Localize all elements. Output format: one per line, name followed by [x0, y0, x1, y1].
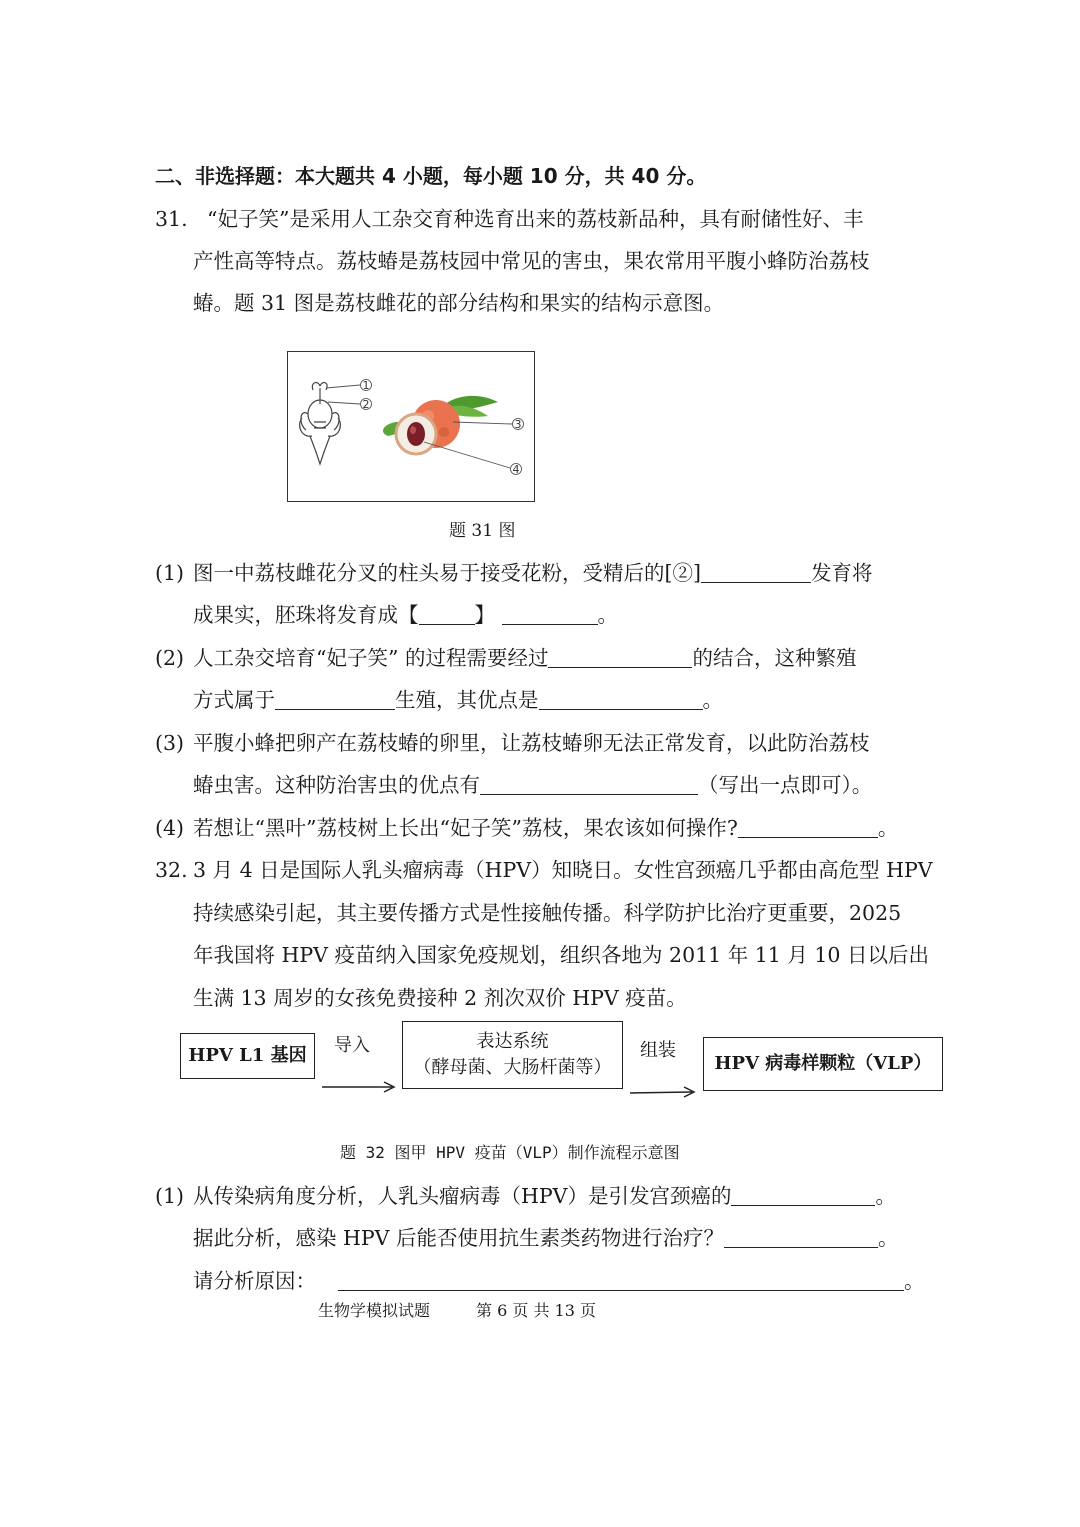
q31-sub1-text-e: 。: [597, 603, 619, 627]
q31-sub3-number: (3): [155, 731, 185, 755]
flow-box-expression-system-examples: （酵母菌、大肠杆菌等）: [413, 1057, 612, 1078]
q32-sub1-text-b: 。: [875, 1184, 896, 1208]
q31-sub2-text-b: 的结合，这种繁殖: [692, 646, 857, 670]
q31-sub1-line: [193, 561, 873, 585]
answer-blank-4[interactable]: [548, 647, 692, 668]
q32-number: 32.: [155, 858, 188, 882]
q32-stem-line-3: 年我国将 HPV 疫苗纳入国家免疫规划，组织各地为 2011 年 11 月 10 日以后出: [193, 943, 929, 967]
q31-sub1-text-d: 】: [474, 603, 495, 627]
flow-box-expression-system: [402, 1021, 623, 1089]
q32-sub1-text-c: 据此分析，感染 HPV 后能否使用抗生素类药物进行治疗？: [193, 1226, 725, 1250]
answer-blank-10[interactable]: [724, 1227, 878, 1248]
flow-box-vlp-label: HPV 病毒样颗粒（VLP）: [714, 1053, 932, 1074]
q32-stem-line-2: 持续感染引起，其主要传播方式是性接触传播。科学防护比治疗更重要，2025: [193, 901, 902, 925]
q32-stem-line-4: 生满 13 周岁的女孩免费接种 2 剂次双价 HPV 疫苗。: [193, 986, 687, 1010]
q31-sub1-text-c: 成果实，胚珠将发育成【: [193, 603, 419, 627]
q31-sub3-text-b: 蝽虫害。这种防治害虫的优点有: [193, 773, 480, 797]
q32-sub1-text-a: 从传染病角度分析，人乳头瘤病毒（HPV）是引发宫颈癌的: [193, 1184, 732, 1208]
q31-sub2-line: [193, 646, 856, 670]
q31-sub1-line-2: [193, 603, 618, 627]
flow-arrow-1-label: 导入: [334, 1035, 370, 1056]
q31-sub1-text-a: 图一中荔枝雌花分叉的柱头易于接受花粉，受精后的[②]: [193, 561, 701, 585]
q31-sub4-text-a: 若想让“黑叶”荔枝树上长出“妃子笑”荔枝，果农该如何操作?: [193, 816, 738, 840]
marker-3: 3: [514, 418, 522, 431]
q32-stem-line-1: 3 月 4 日是国际人乳头瘤病毒（HPV）知晓日。女性宫颈癌几乎都由高危型 HPV: [193, 858, 933, 882]
answer-blank-1[interactable]: [701, 562, 811, 583]
q32-sub1-text-f: 。: [904, 1269, 925, 1293]
q32-figure-caption: 题 32 图甲 HPV 疫苗（VLP）制作流程示意图: [340, 1143, 680, 1162]
q31-sub3-text-a: 平腹小蜂把卵产在荔枝蝽的卵里，让荔枝蝽卵无法正常发育，以此防治荔枝: [193, 731, 870, 755]
q31-stem-line-2: 产性高等特点。荔枝蝽是荔枝园中常见的害虫，果农常用平腹小蜂防治荔枝: [193, 249, 870, 273]
q32-sub1-text-d: 。: [878, 1226, 899, 1250]
answer-blank-2[interactable]: [419, 604, 475, 625]
q31-sub2-line-2: [193, 688, 723, 712]
lychee-figure-drawing: [288, 352, 533, 500]
q31-stem-line-1: “妃子笑”是采用人工杂交育种选育出来的荔枝新品种，具有耐储性好、丰: [207, 207, 864, 231]
q31-sub4-line: [193, 816, 898, 840]
q31-stem-line-3: 蝽。题 31 图是荔枝雌花的部分结构和果实的结构示意图。: [193, 291, 725, 315]
q32-sub1-text-e: 请分析原因：: [193, 1269, 316, 1293]
flow-arrow-2: [628, 1084, 700, 1100]
flow-arrow-2-label: 组装: [640, 1040, 676, 1061]
answer-blank-11[interactable]: [338, 1270, 904, 1291]
marker-4: 4: [512, 463, 520, 476]
footer-page-number: 第 6 页 共 13 页: [476, 1301, 596, 1320]
q31-sub3-line-2: [193, 773, 872, 797]
flow-box-expression-system-title: 表达系统: [476, 1031, 549, 1052]
marker-1: 1: [362, 379, 370, 392]
q31-sub4-number: (4): [155, 816, 185, 840]
female-flower-illustration: [300, 383, 341, 464]
q31-sub2-text-a: 人工杂交培育“妃子笑” 的过程需要经过: [193, 646, 549, 670]
flow-box-vlp: [703, 1037, 943, 1091]
q31-sub2-text-d: 生殖，其优点是: [395, 688, 539, 712]
q31-figure: [287, 351, 535, 502]
answer-blank-6[interactable]: [539, 689, 703, 710]
q31-number: 31.: [155, 207, 188, 231]
q31-sub3-text-c: （写出一点即可）。: [698, 773, 873, 797]
q31-figure-caption: 题 31 图: [449, 521, 516, 541]
q32-sub1-number: (1): [155, 1184, 185, 1208]
q32-sub1-line: [193, 1184, 896, 1208]
flow-box-hpv-l1-gene: [180, 1033, 315, 1079]
q32-sub1-line-3: [193, 1269, 925, 1293]
q31-sub4-text-b: 。: [877, 816, 899, 840]
answer-blank-5[interactable]: [275, 689, 395, 710]
answer-blank-3[interactable]: [502, 604, 598, 625]
footer-subject: 生物学模拟试题: [318, 1301, 431, 1320]
marker-2: 2: [362, 398, 370, 411]
answer-blank-8[interactable]: [738, 817, 878, 838]
answer-blank-9[interactable]: [731, 1185, 875, 1206]
q31-sub1-number: (1): [155, 561, 185, 585]
q31-sub2-text-c: 方式属于: [193, 688, 275, 712]
lychee-fruit-illustration: [383, 396, 498, 454]
flow-arrow-1: [320, 1078, 400, 1094]
q32-sub1-line-2: [193, 1226, 899, 1250]
q31-sub1-text-b: 发育将: [811, 561, 873, 585]
q31-sub2-text-e: 。: [702, 688, 723, 712]
section-heading: 二、非选择题：本大题共 4 小题，每小题 10 分，共 40 分。: [155, 164, 707, 188]
answer-blank-7[interactable]: [480, 774, 698, 795]
q31-sub2-number: (2): [155, 646, 185, 670]
flower-leader-lines: [326, 385, 360, 404]
flow-box-hpv-l1-gene-label: HPV L1 基因: [188, 1045, 307, 1066]
